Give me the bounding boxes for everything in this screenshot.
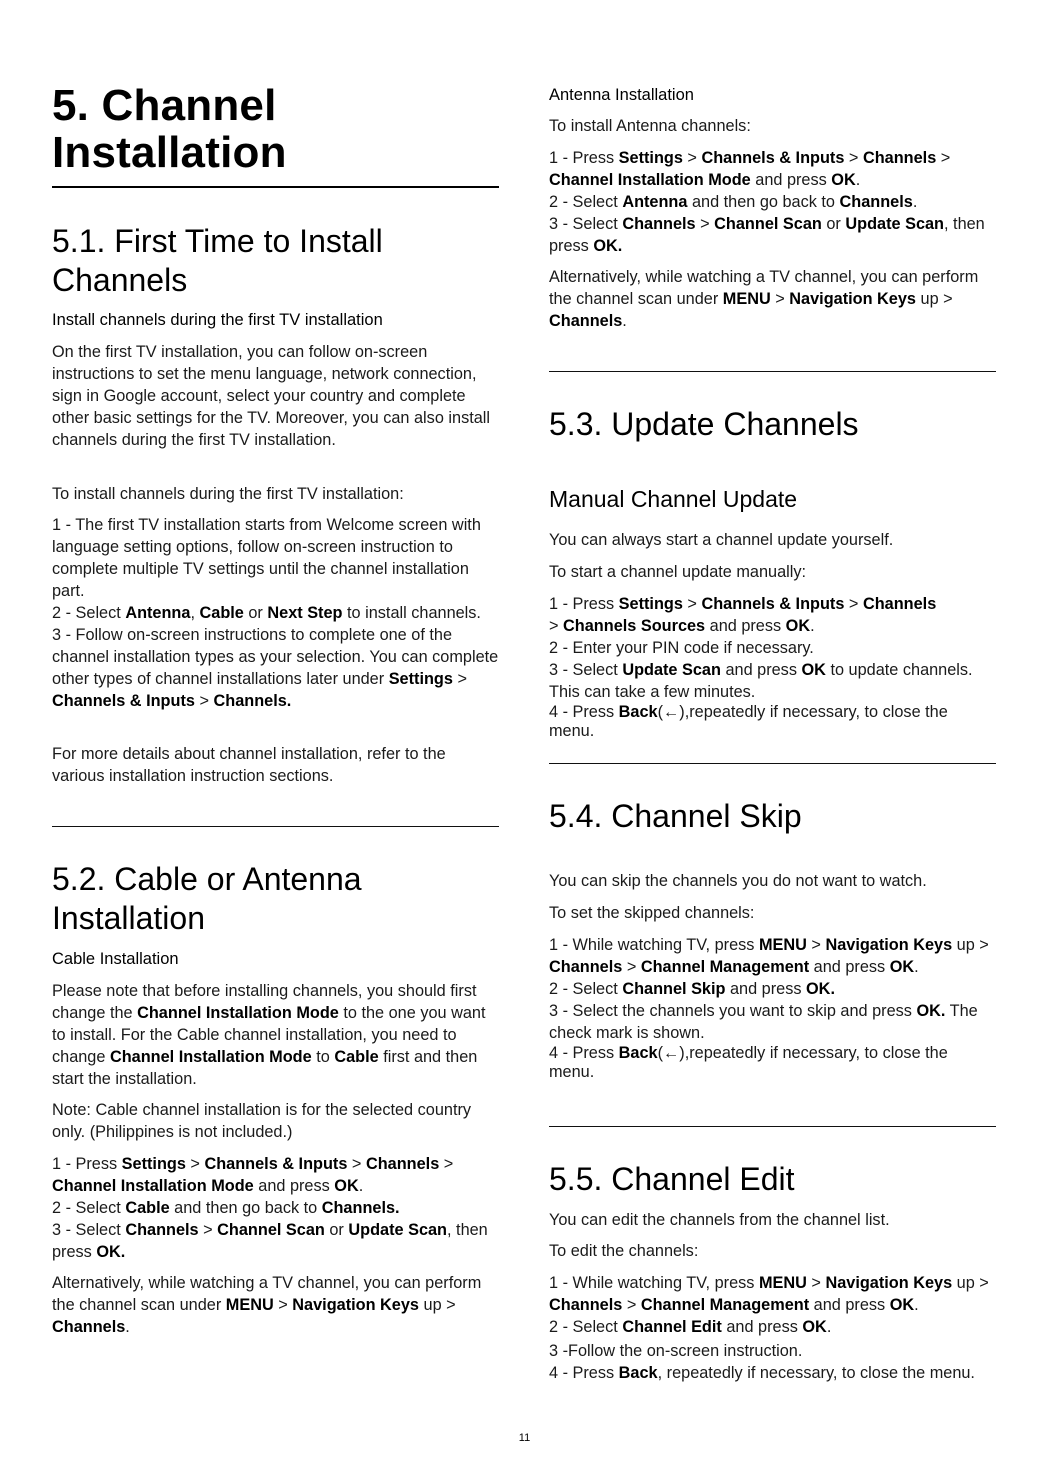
step: 3 -Follow the on-screen instruction.: [549, 1342, 803, 1360]
section-5-5-title: 5.5. Channel Edit: [549, 1161, 795, 1197]
back-arrow-icon: (←): [657, 1044, 685, 1062]
steps-list: [549, 593, 996, 741]
step: 1 - While watching TV, press MENU > Navigation Keys up > Channels > Channel Management and press OK.: [549, 936, 989, 976]
section-divider: [549, 1126, 996, 1127]
step: 1 - While watching TV, press MENU > Navigation Keys up > Channels > Channel Management and press OK.: [549, 1274, 989, 1314]
step: 3 - Select Channels > Channel Scan or Update Scan, then press OK.: [549, 215, 985, 255]
step: 4 - Press Back(←),repeatedly if necessary, to close the menu.: [549, 703, 948, 740]
paragraph: Alternatively, while watching a TV channel, you can perform the channel scan under MENU > Navigation Keys up > Channels.: [549, 268, 979, 330]
paragraph: You can skip the channels you do not want to watch.: [549, 872, 927, 890]
paragraph: For more details about channel installation, refer to the various installation instruction sections.: [52, 745, 446, 785]
paragraph: To edit the channels:: [549, 1242, 699, 1260]
step: 3 - Select the channels you want to skip and press OK. The check mark is shown.: [549, 1002, 978, 1042]
paragraph: Alternatively, while watching a TV channel, you can perform the channel scan under MENU > Navigation Keys up > Channels.: [52, 1274, 482, 1336]
back-arrow-icon: (←): [657, 703, 685, 721]
steps-list: [52, 1153, 499, 1263]
step: 1 - The first TV installation starts from Welcome screen with language setting options, follow on-screen instruction to complete multiple TV settings until the channel installation part.: [52, 516, 481, 600]
steps-list: [52, 514, 499, 712]
step: 1 - Press Settings > Channels & Inputs > Channels > Channel Installation Mode and press OK.: [52, 1155, 454, 1195]
chapter-title-line2: Installation: [52, 128, 287, 177]
chapter-title: [52, 82, 499, 176]
steps-list: [549, 934, 996, 1082]
paragraph: To install Antenna channels:: [549, 117, 751, 135]
step: 1 - Press Settings > Channels & Inputs > Channels > Channels Sources and press OK.: [549, 595, 937, 635]
section-divider: [549, 371, 996, 372]
step: 1 - Press Settings > Channels & Inputs > Channels > Channel Installation Mode and press OK.: [549, 149, 951, 189]
step: 2 - Select Channel Edit and press OK.: [549, 1318, 832, 1336]
step: 4 - Press Back, repeatedly if necessary, to close the menu.: [549, 1364, 975, 1382]
paragraph: To install channels during the first TV installation:: [52, 485, 404, 503]
paragraph: You can edit the channels from the channel list.: [549, 1211, 890, 1229]
subheading-first-install: Install channels during the first TV installation: [52, 311, 383, 329]
step: 2 - Select Channel Skip and press OK.: [549, 980, 835, 998]
section-divider: [52, 826, 499, 827]
step: 2 - Select Cable and then go back to Channels.: [52, 1199, 400, 1217]
step: 2 - Select Antenna and then go back to Channels.: [549, 193, 918, 211]
subheading-manual-update: Manual Channel Update: [549, 486, 798, 512]
step: 4 - Press Back(←),repeatedly if necessary, to close the menu.: [549, 1044, 948, 1081]
subheading-antenna-installation: Antenna Installation: [549, 86, 694, 104]
subheading-cable-installation: Cable Installation: [52, 950, 179, 968]
chapter-divider: [52, 186, 499, 188]
paragraph-note: Note: Cable channel installation is for the selected country only. (Philippines is not included.): [52, 1101, 472, 1141]
step: 3 - Select Update Scan and press OK to update channels. This can take a few minutes.: [549, 661, 973, 701]
section-5-1-title: 5.1. First Time to Install Channels: [52, 223, 383, 298]
steps-list: [549, 147, 996, 257]
section-5-3-title: 5.3. Update Channels: [549, 406, 859, 442]
paragraph: On the first TV installation, you can follow on-screen instructions to set the menu language, network connection, sign in Google account, select your country and complete other basic settings for the TV. Moreover, you can also install channels during the first TV installation.: [52, 343, 491, 449]
chapter-title-line1: 5. Channel: [52, 81, 277, 130]
paragraph: You can always start a channel update yourself.: [549, 531, 894, 549]
section-divider: [549, 763, 996, 764]
step: 3 - Select Channels > Channel Scan or Update Scan, then press OK.: [52, 1221, 488, 1261]
step: 2 - Enter your PIN code if necessary.: [549, 639, 814, 657]
paragraph: Please note that before installing channels, you should first change the Channel Installation Mode to the one you want to install. For the Cable channel installation, you need to change Channel Installation Mode to Cable first and then start the installation.: [52, 982, 486, 1088]
section-5-2-title: 5.2. Cable or Antenna Installation: [52, 861, 362, 936]
section-5-4-title: 5.4. Channel Skip: [549, 798, 802, 834]
paragraph: To set the skipped channels:: [549, 904, 755, 922]
page-number: 11: [518, 1432, 531, 1444]
steps-list: [549, 1272, 996, 1384]
step: 2 - Select Antenna, Cable or Next Step to install channels.: [52, 604, 481, 622]
paragraph: To start a channel update manually:: [549, 563, 807, 581]
step: 3 - Follow on-screen instructions to complete one of the channel installation types as your selection. You can complete other types of channel installations later under Settings > Channels & Inputs > Channels.: [52, 626, 499, 710]
